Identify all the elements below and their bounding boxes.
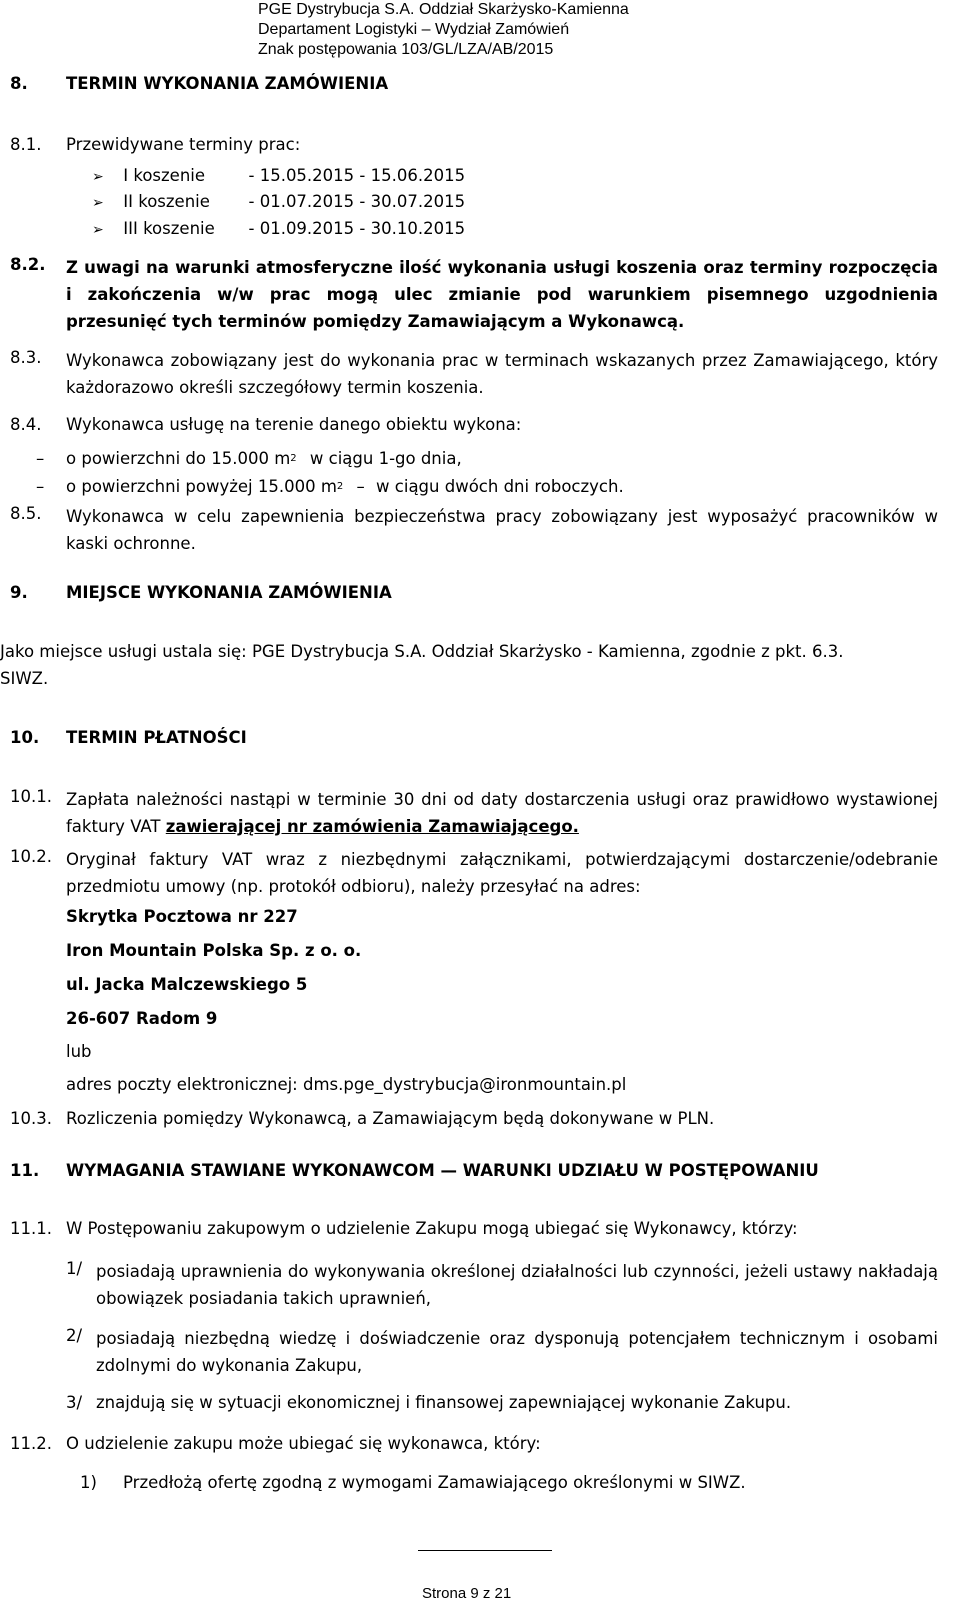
dash-icon: – [356,477,365,496]
para-8-4-number: 8.4. [10,415,42,434]
sub-item-number: 1) [80,1473,97,1492]
email-line: adres poczty elektronicznej: dms.pge_dystrybucja@ironmountain.pl [66,1075,627,1094]
para-11-2-text: O udzielenie zakupu może ubiegać się wykonawca, który: [66,1434,541,1453]
term-name: I koszenie [123,166,206,185]
header-case-number: Znak postępowania 103/GL/LZA/AB/2015 [258,41,554,58]
para-10-1-text [66,786,938,840]
term-dates: - 01.07.2015 - 30.07.2015 [248,192,466,211]
address-or: lub [66,1042,92,1061]
address-line: Iron Mountain Polska Sp. z o. o. [66,941,362,960]
footer-rule [418,1550,552,1551]
para-10-1-number: 10.1. [10,787,52,806]
section-9-title: MIEJSCE WYKONANIA ZAMÓWIENIA [66,583,392,602]
para-11-1-text: W Postępowaniu zakupowym o udzielenie Zakupu mogą ubiegać się Wykonawcy, którzy: [66,1219,798,1238]
arrow-bullet-icon: ➢ [92,222,104,238]
header-company: PGE Dystrybucja S.A. Oddział Skarżysko-Kamienna [258,1,629,18]
term-item [92,165,465,188]
area-text: o powierzchni powyżej 15.000 m [66,477,337,496]
para-10-1-body: Zapłata należności nastąpi w terminie 30 dni od daty dostarczenia usługi oraz prawidłowo wystawionej faktury VAT [66,790,938,836]
address-line: 26-607 Radom 9 [66,1009,218,1028]
term-item [92,191,465,214]
section-11-title: WYMAGANIA STAWIANE WYKONAWCOM — WARUNKI UDZIAŁU W POSTĘPOWANIU [66,1161,819,1180]
arrow-bullet-icon: ➢ [92,169,104,185]
para-10-2-text: Oryginał faktury VAT wraz z niezbędnymi załącznikami, potwierdzającymi dostarczenie/odebranie przedmiotu umowy (np. protokół odbioru), należy przesyłać na adres: [66,850,938,896]
term-name: II koszenie [123,192,210,211]
area-item [66,448,462,473]
para-8-1-number: 8.1. [10,135,42,154]
area-text: o powierzchni do 15.000 m [66,449,291,468]
area-tail: w ciągu dwóch dni roboczych. [376,477,624,496]
address-line: Skrytka Pocztowa nr 227 [66,907,298,926]
requirement-text: posiadają niezbędną wiedzę i doświadczenie oraz dysponują potencjałem technicznym i osobami zdolnymi do wykonania Zakupu, [96,1329,938,1375]
page-number: Strona 9 z 21 [422,1585,512,1602]
arrow-bullet-icon: ➢ [92,195,104,211]
para-11-2-number: 11.2. [10,1434,52,1453]
para-8-5-text: Wykonawca w celu zapewnienia bezpieczeństwa pracy zobowiązany jest wyposażyć pracowników w kaski ochronne. [66,507,938,553]
section-8-title: TERMIN WYKONANIA ZAMÓWIENIA [66,74,389,93]
dash-bullet-icon: – [36,449,45,468]
para-8-1-text: Przewidywane terminy prac: [66,135,301,154]
para-8-5-number: 8.5. [10,504,42,523]
section-8-number: 8. [10,74,28,93]
requirement-text: posiadają uprawnienia do wykonywania określonej działalności lub czynności, jeżeli ustawy nakładają obowiązek posiadania takich uprawnień, [96,1262,938,1308]
term-dates: - 01.09.2015 - 30.10.2015 [248,219,466,238]
superscript: 2 [336,481,344,492]
para-10-1-underlined: zawierającej nr zamówienia Zamawiającego. [165,817,579,836]
para-11-1-number: 11.1. [10,1219,52,1238]
sub-item-text: Przedłożą ofertę zgodną z wymogami Zamawiającego określonymi w SIWZ. [123,1473,746,1492]
requirement-number: 3/ [66,1393,83,1412]
section-10-title: TERMIN PŁATNOŚCI [66,728,247,747]
term-item [92,218,465,241]
para-8-4-text: Wykonawca usługę na terenie danego obiektu wykona: [66,415,522,434]
section-9-line-2: SIWZ. [0,669,49,688]
para-8-2-text: Z uwagi na warunki atmosferyczne ilość wykonania usługi koszenia oraz terminy rozpoczęcia i zakończenia w/w prac mogą ulec zmianie pod warunkiem pisemnego uzgodnienia przesunięć tych terminów pomiędzy Zamawiającym a Wykonawcą. [66,258,938,331]
header-department: Departament Logistyki – Wydział Zamówień [258,21,570,38]
dash-bullet-icon: – [36,477,45,496]
section-9-number: 9. [10,583,28,602]
para-10-3-text: Rozliczenia pomiędzy Wykonawcą, a Zamawiającym będą dokonywane w PLN. [66,1109,715,1128]
para-10-2-number: 10.2. [10,847,52,866]
section-10-number: 10. [10,728,40,747]
para-8-3-number: 8.3. [10,348,42,367]
requirement-number: 1/ [66,1259,83,1278]
para-8-2-number: 8.2. [10,255,46,274]
term-name: III koszenie [123,219,215,238]
para-8-3-text: Wykonawca zobowiązany jest do wykonania prac w terminach wskazanych przez Zamawiającego, który każdorazowo określi szczegółowy termin koszenia. [66,351,938,397]
section-9-line-1: Jako miejsce usługi ustala się: PGE Dystrybucja S.A. Oddział Skarżysko - Kamienna, zgodnie z pkt. 6.3. [0,642,844,661]
requirement-text: znajdują się w sytuacji ekonomicznej i finansowej zapewniającej wykonanie Zakupu. [96,1393,792,1412]
requirement-number: 2/ [66,1326,83,1345]
term-dates: - 15.05.2015 - 15.06.2015 [248,166,466,185]
address-line: ul. Jacka Malczewskiego 5 [66,975,308,994]
area-item [66,476,624,501]
superscript: 2 [290,453,297,464]
para-10-3-number: 10.3. [10,1109,52,1128]
area-tail: w ciągu 1-go dnia, [309,449,462,468]
section-11-number: 11. [10,1161,40,1180]
